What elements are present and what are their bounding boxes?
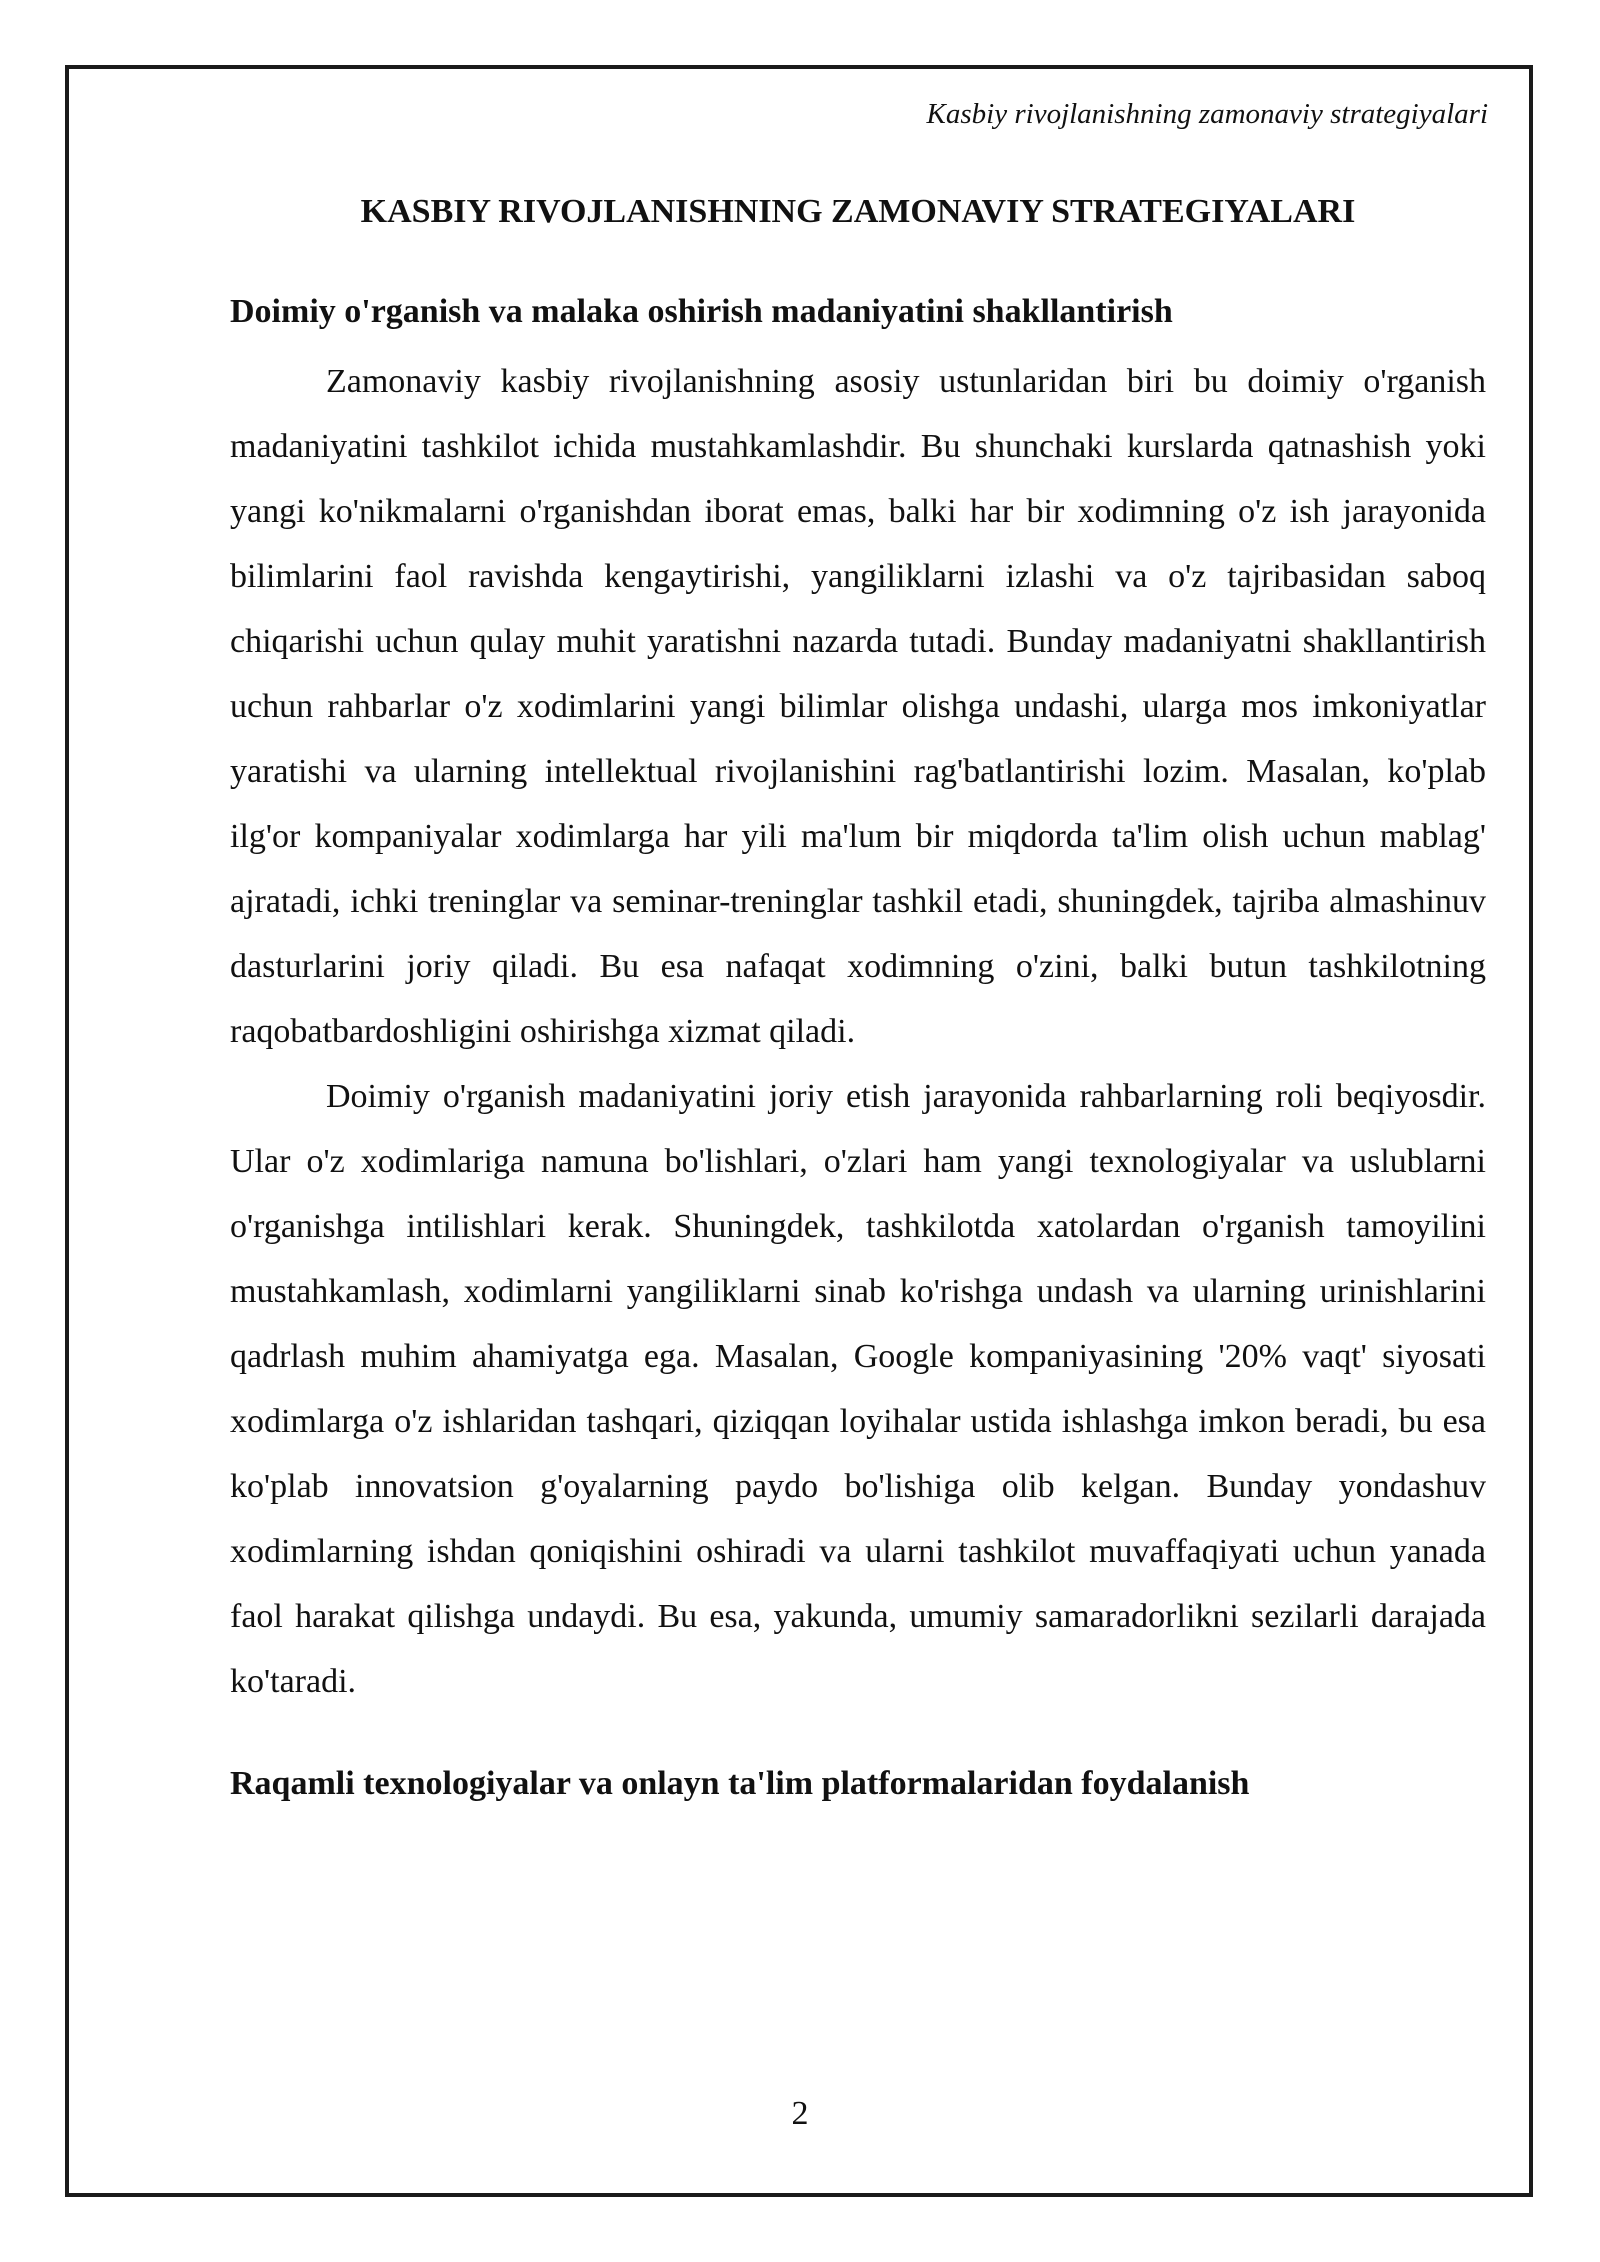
page-content <box>230 190 1486 1806</box>
page-number: 2 <box>791 2095 809 2132</box>
section-heading-continuous-learning: Doimiy o'rganish va malaka oshirish madaniyatini shakllantirish <box>230 293 1173 330</box>
document-title: KASBIY RIVOJLANISHNING ZAMONAVIY STRATEGIYALARI <box>360 193 1356 230</box>
section-heading-digital-technologies: Raqamli texnologiyalar va onlayn ta'lim platformalaridan foydalanish <box>230 1765 1250 1802</box>
paragraph: Zamonaviy kasbiy rivojlanishning asosiy ustunlaridan biri bu doimiy o'rganish madaniyatini tashkilot ichida mustahkamlashdir. Bu shunchaki kurslarda qatnashish yoki yangi ko'nikmalarni o'rganishdan iborat emas, balki har bir xodimning o'z ish jarayonida bilimlarini faol ravishda kengaytirishi, yangiliklarni izlashi va o'z tajribasidan saboq chiqarishi uchun qulay muhit yaratishni nazarda tutadi. Bunday madaniyatni shakllantirish uchun rahbarlar o'z xodimlarini yangi bilimlar olishga undashi, ularga mos imkoniyatlar yaratishi va ularning intellektual rivojlanishini rag'batlantirishi lozim. Masalan, ko'plab ilg'or kompaniyalar xodimlarga har yili ma'lum bir miqdorda ta'lim olish uchun mablag' ajratadi, ichki treninglar va seminar-treninglar tashkil etadi, shuningdek, tajriba almashinuv dasturlarini joriy qiladi. Bu esa nafaqat xodimning o'zini, balki butun tashkilotning raqobatbardoshligini oshirishga xizmat qiladi. <box>230 363 1486 1050</box>
running-header: Kasbiy rivojlanishning zamonaviy strategiyalari <box>926 98 1488 130</box>
paragraph: Doimiy o'rganish madaniyatini joriy etish jarayonida rahbarlarning roli beqiyosdir. Ular o'z xodimlariga namuna bo'lishlari, o'zlari ham yangi texnologiyalar va uslublarni o'rganishga intilishlari kerak. Shuningdek, tashkilotda xatolardan o'rganish tamoyilini mustahkamlash, xodimlarni yangiliklarni sinab ko'rishga undash va ularning urinishlarini qadrlash muhim ahamiyatga ega. Masalan, Google kompaniyasining '20% vaqt' siyosati xodimlarga o'z ishlaridan tashqari, qiziqqan loyihalar ustida ishlashga imkon beradi, bu esa ko'plab innovatsion g'oyalarning paydo bo'lishiga olib kelgan. Bunday yondashuv xodimlarning ishdan qoniqishini oshiradi va ularni tashkilot muvaffaqiyati uchun yanada faol harakat qilishga undaydi. Bu esa, yakunda, umumiy samaradorlikni sezilarli darajada ko'taradi. <box>230 1078 1486 1700</box>
